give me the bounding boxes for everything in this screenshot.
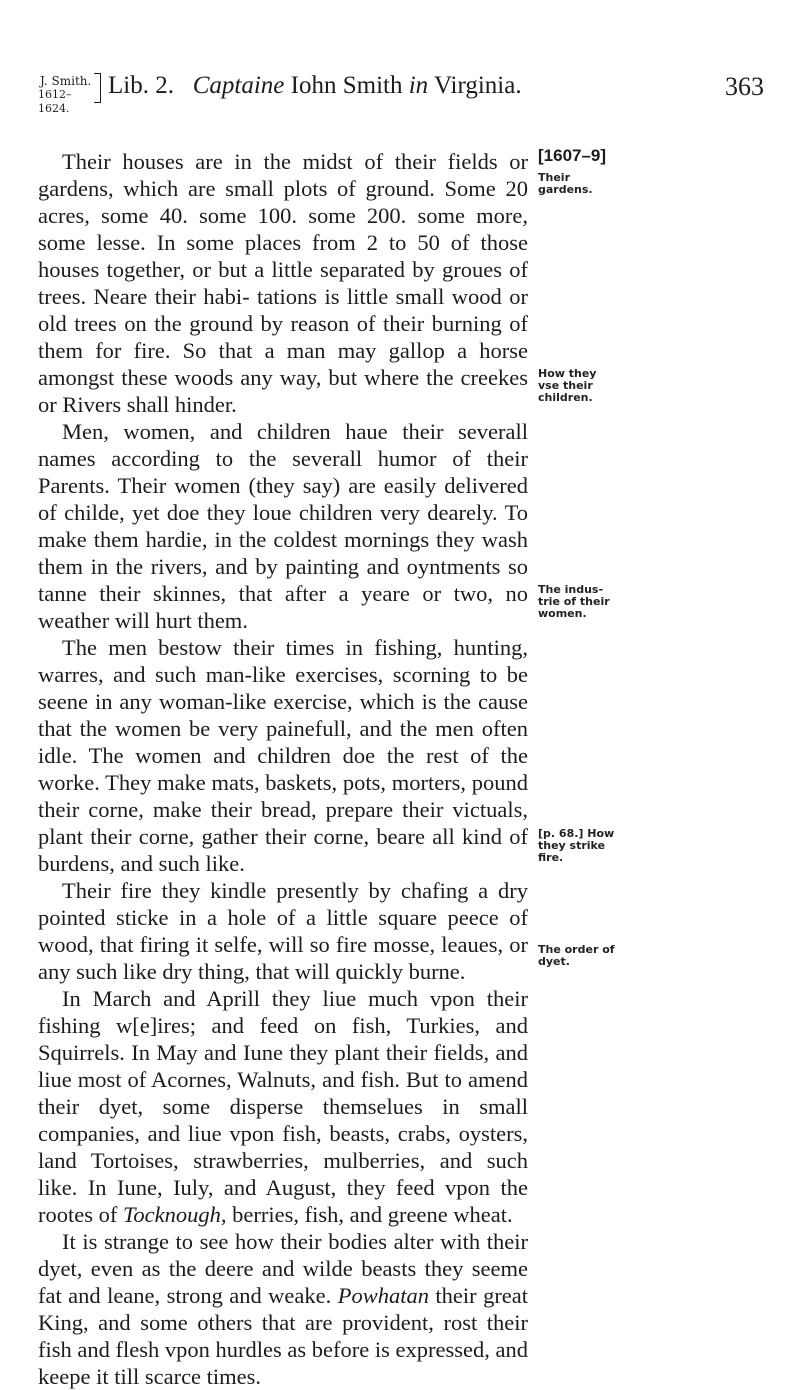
paragraph: Men, women, and children haue their severall names according to the severall humor of their Parents. Their women (they say) are easily delivered of childe, yet doe they loue children very dearely. To make them hardie, in the coldest mornings they wash them in the rivers, and by painting and oyntments so tanne their skinnes, that after a yeare or two, no weather will hurt them.: [38, 419, 528, 633]
margin-note-gardens: Their gardens.: [538, 171, 593, 196]
author-line: J. Smith.: [40, 74, 92, 88]
title-name: Iohn Smith: [290, 72, 403, 99]
running-header: [38, 72, 764, 115]
p6-text-b: their great King, and some others that are provident, rost their fish and flesh vpon hurdles as before is expressed, and keepe it till scarce times.: [38, 1283, 529, 1389]
header-bracket: [94, 73, 101, 103]
margin-note-women: The indus- trie of their women.: [538, 583, 610, 620]
p6-text-a: It is strange to see how their bodies alter with their dyet, even as the deere and wilde beasts they seeme fat and leane, strong and weake.: [38, 1229, 528, 1308]
author-dates: [38, 74, 98, 116]
paragraph: Their houses are in the midst of their fields or gardens, which are small plots of ground. Some 20 acres, some 40. some 100. some 200. some more, some lesse. In some places from 2 to 50 of those houses together, or but a little separated by groues of trees. Neare their habi- tations is little small wood or old trees on the ground by reason of their burning of them for fire. So that a man may gallop a horse amongst these woods any way, but where the creekes or Rivers shall hinder.: [38, 149, 528, 417]
margin-note-children: How they vse their children.: [538, 367, 597, 404]
p5-text-a: In March and Aprill they liue much vpon their fishing w[e]ires; and feed on fish, Turkies, and Squirrels. In May and Iune they plant their fields, and liue most of Acornes, Walnuts, and fish. But to amend their dyet, some disperse themselues in small companies, and liue vpon fish, beasts, crabs, oysters, land Tortoises, strawberries, mulberries, and such like. In Iune, Iuly, and August, they feed vpon the rootes of: [38, 986, 528, 1227]
p6-italic: Powhatan: [337, 1283, 429, 1308]
margin-note-fire: [p. 68.] How they strike fire.: [538, 827, 615, 864]
date-range: 1612–1624.: [38, 88, 72, 115]
p5-text-b: berries, fish, and greene wheat.: [232, 1202, 513, 1227]
paragraph: [38, 1228, 528, 1390]
title-place: Virginia.: [433, 72, 522, 99]
margin-year: [1607–9]: [538, 146, 607, 165]
paragraph: Their fire they kindle presently by chafing a dry pointed sticke in a hole of a little square peece of wood, that firing it selfe, will so fire mosse, leaues, or any such like dry thing, that will quickly burne.: [38, 878, 528, 984]
title-italic: Captaine: [192, 72, 285, 99]
book-number: Lib. 2.: [108, 72, 174, 99]
page-number: 363: [725, 72, 764, 101]
paragraph: [38, 985, 528, 1228]
title-in: in: [408, 72, 429, 99]
paragraph: The men bestow their times in fishing, hunting, warres, and such man-like exercises, scorning to be seene in any woman-like exercise, which is the cause that the women be very painefull, and the men often idle. The women and children doe the rest of the worke. They make mats, baskets, pots, morters, pound their corne, make their bread, prepare their victuals, plant their corne, gather their corne, beare all kind of burdens, and such like.: [38, 635, 528, 876]
margin-note-dyet: The order of dyet.: [538, 943, 615, 968]
running-title: [108, 72, 654, 100]
main-text: [38, 148, 528, 1390]
p5-italic: Tocknough,: [122, 1202, 227, 1227]
